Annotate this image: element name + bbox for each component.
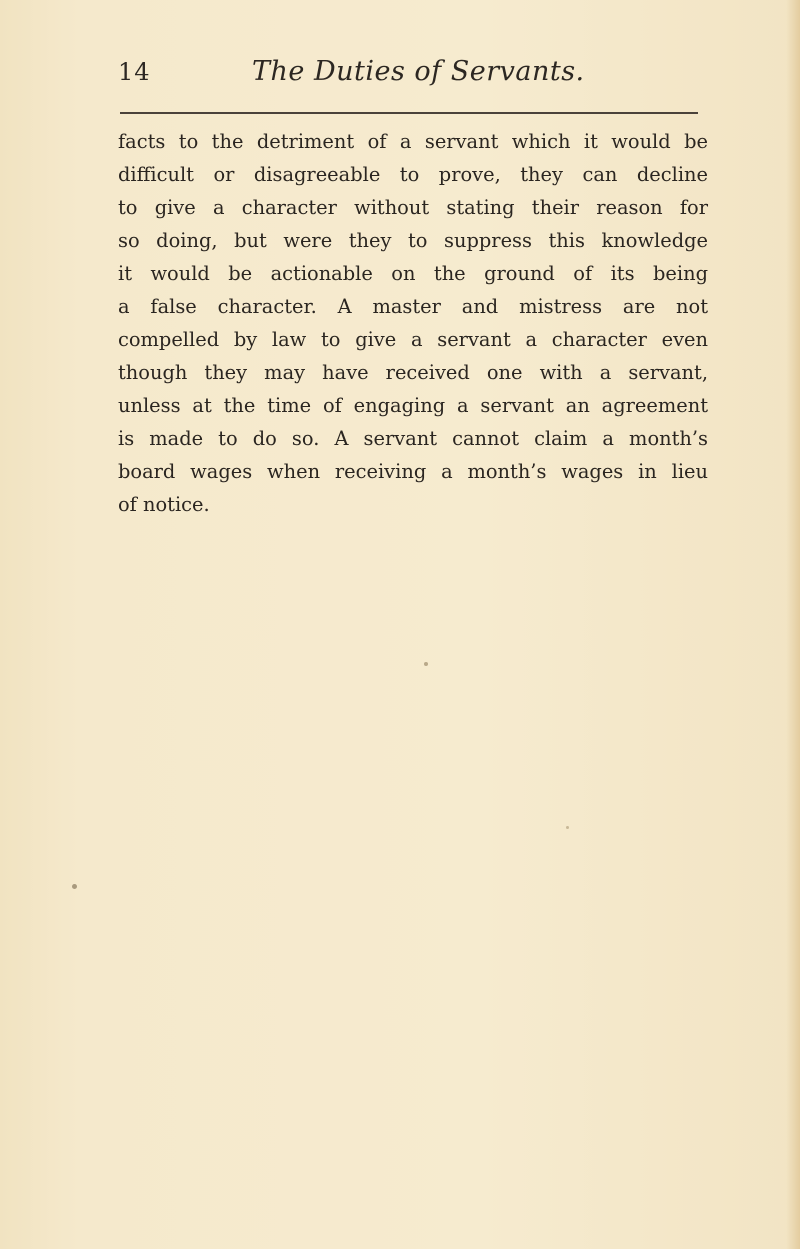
running-title: The Duties of Servants. <box>252 56 585 87</box>
paper-speck <box>72 884 77 889</box>
text-line: to give a character without stating their reason for <box>118 196 708 219</box>
text-line: so doing, but were they to suppress this knowledge <box>118 229 708 252</box>
header-rule <box>120 112 698 114</box>
text-line: of notice. <box>118 493 210 516</box>
text-line: board wages when receiving a month’s wages in lieu <box>118 460 708 483</box>
page-edge-shadow <box>786 0 800 1249</box>
page-number: 14 <box>118 58 151 86</box>
text-line: is made to do so. A servant cannot claim a month’s <box>118 427 708 450</box>
paper-speck <box>566 826 569 829</box>
body-paragraph <box>118 125 708 521</box>
text-line: facts to the detriment of a servant which it would be <box>118 130 708 153</box>
text-line: difficult or disagreeable to prove, they can decline <box>118 163 708 186</box>
text-line: though they may have received one with a servant, <box>118 361 708 384</box>
text-line: compelled by law to give a servant a character even <box>118 328 708 351</box>
page-header <box>118 56 718 96</box>
paper-speck <box>424 662 428 666</box>
text-line: unless at the time of engaging a servant an agreement <box>118 394 708 417</box>
text-line: it would be actionable on the ground of its being <box>118 262 708 285</box>
text-line: a false character. A master and mistress are not <box>118 295 708 318</box>
